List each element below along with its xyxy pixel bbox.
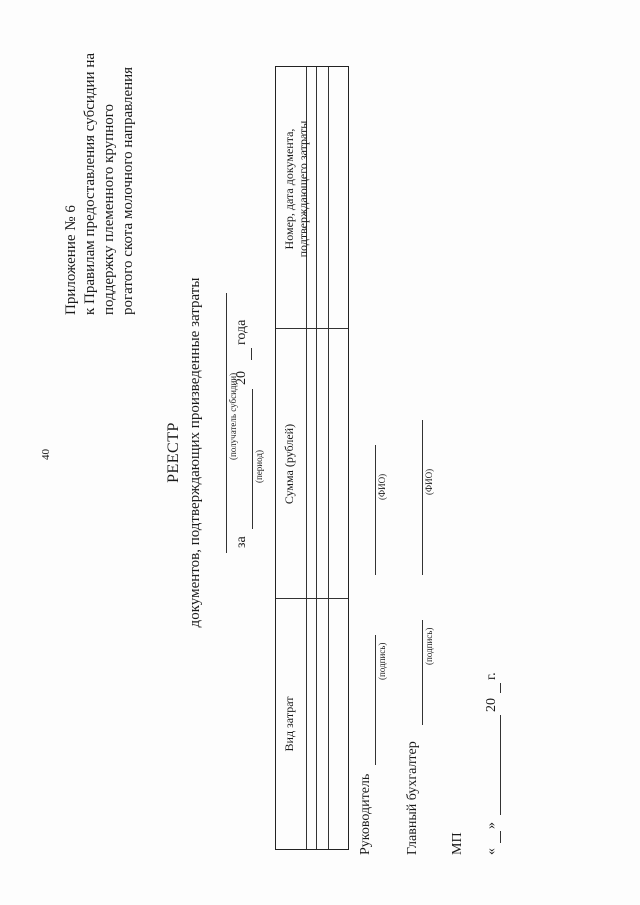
- appendix-line-3: поддержку племенного крупного: [101, 103, 117, 315]
- register-subtitle: документов, подтверждающих произведенные затраты: [187, 277, 203, 628]
- head-signature-line: [375, 635, 376, 765]
- accountant-name-line: [422, 420, 423, 575]
- column-header-document: Номер, дата документа, подтверждающего затраты: [282, 120, 310, 258]
- table-row-line: [328, 67, 329, 849]
- appendix-line-4: рогатого скота молочного направления: [120, 66, 136, 315]
- date-month-line: [500, 715, 501, 815]
- page-number: 40: [40, 449, 52, 460]
- date-year-prefix: 20: [484, 698, 499, 712]
- head-sign-caption: (подпись): [377, 642, 387, 680]
- head-name-caption: (ФИО): [377, 473, 387, 500]
- table-row-line: [316, 67, 317, 849]
- date-day-line: [500, 831, 501, 843]
- year-suffix: года: [234, 319, 249, 345]
- column-header-amount: Сумма (рублей): [282, 423, 296, 505]
- recipient-caption: (получатель субсидии): [228, 372, 238, 460]
- accountant-name-caption: (ФИО): [424, 468, 434, 495]
- head-name-line: [375, 445, 376, 575]
- period-prefix: за: [234, 536, 249, 548]
- appendix-line-1: Приложение № 6: [63, 205, 79, 315]
- register-table: [275, 66, 349, 850]
- head-label: Руководитель: [358, 773, 373, 855]
- date-year-line: [500, 683, 501, 693]
- year-blank-line: [251, 348, 252, 360]
- period-blank-line: [252, 389, 253, 529]
- register-title: РЕЕСТР: [165, 422, 182, 483]
- period-caption: (период): [254, 450, 264, 483]
- recipient-blank-line: [226, 293, 227, 553]
- stamp-label: МП: [450, 832, 465, 855]
- accountant-label: Главный бухгалтер: [405, 741, 420, 855]
- accountant-sign-caption: (подпись): [424, 627, 434, 665]
- appendix-block: [62, 53, 138, 315]
- year-prefix: 20: [234, 371, 249, 385]
- date-close-quote: »: [484, 822, 499, 829]
- accountant-signature-line: [422, 620, 423, 725]
- column-header-expense-type: Вид затрат: [282, 696, 296, 752]
- appendix-line-2: к Правилам предоставления субсидии на: [82, 52, 98, 315]
- date-year-suffix: г.: [484, 672, 499, 680]
- date-open-quote: «: [484, 848, 499, 855]
